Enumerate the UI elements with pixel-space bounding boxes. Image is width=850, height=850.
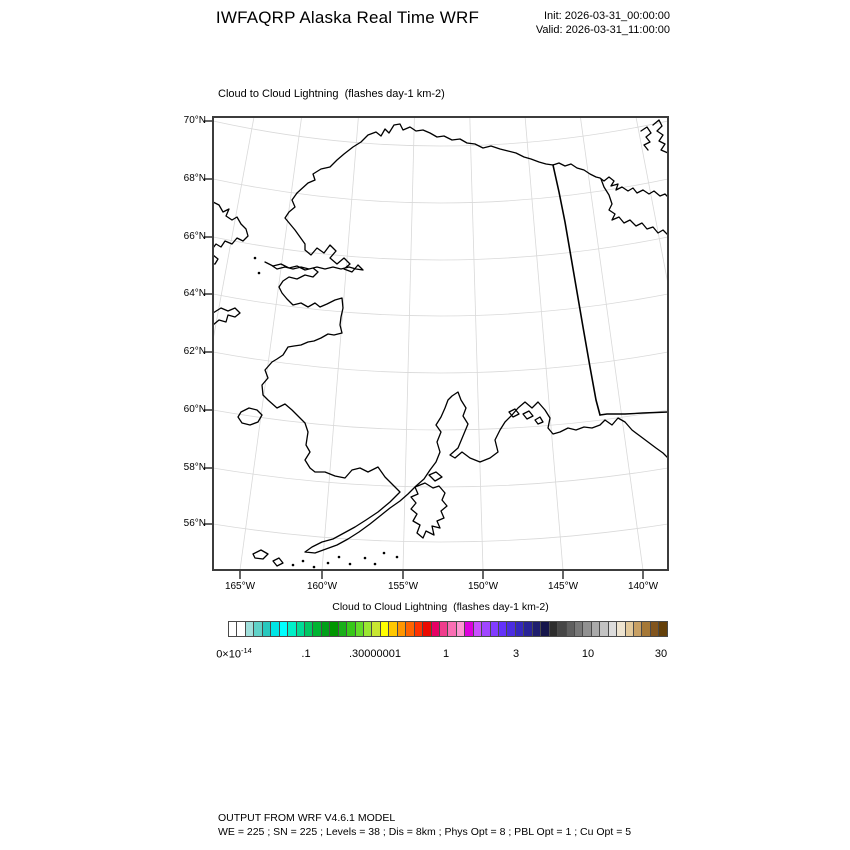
page-title: IWFAQRP Alaska Real Time WRF xyxy=(215,8,480,27)
colorbar-cell xyxy=(583,622,591,636)
init-time: Init: 2026-03-31_00:00:00 xyxy=(544,10,670,22)
colorbar-cell xyxy=(482,622,490,636)
colorbar-cell xyxy=(575,622,583,636)
lon-tick-label: 145°W xyxy=(547,581,579,592)
colorbar-tick-label: 3 xyxy=(512,648,520,660)
colorbar-cell xyxy=(659,622,666,636)
colorbar-cell xyxy=(550,622,558,636)
lat-tick-label: 68°N xyxy=(183,173,206,184)
lat-tick-label: 62°N xyxy=(183,346,206,357)
colorbar-cell xyxy=(626,622,634,636)
model-info-line1: OUTPUT FROM WRF V4.6.1 MODEL xyxy=(218,812,396,824)
colorbar-cell xyxy=(280,622,288,636)
colorbar-cell xyxy=(347,622,355,636)
colorbar-cell xyxy=(305,622,313,636)
delta-channel xyxy=(641,127,651,150)
colorbar-tick-label: .1 xyxy=(301,648,311,660)
colorbar-cell xyxy=(592,622,600,636)
colorbar-cell xyxy=(398,622,406,636)
colorbar-cell xyxy=(499,622,507,636)
colorbar-cell xyxy=(600,622,608,636)
colorbar-tick-label: 30 xyxy=(654,648,668,660)
lon-tick-label: 150°W xyxy=(467,581,499,592)
pws-island-2 xyxy=(523,411,533,419)
colorbar-cell xyxy=(533,622,541,636)
colorbar-cell xyxy=(609,622,617,636)
colorbar-tick-label: 10 xyxy=(581,648,595,660)
colorbar-cell xyxy=(372,622,380,636)
coastlines xyxy=(213,120,668,568)
colorbar-zero-base: 0×10 xyxy=(216,648,241,661)
colorbar-cell xyxy=(516,622,524,636)
colorbar-cell xyxy=(448,622,456,636)
colorbar-cell xyxy=(491,622,499,636)
colorbar-cell xyxy=(651,622,659,636)
nunivak-island xyxy=(238,408,262,425)
colorbar-cell xyxy=(330,622,338,636)
colorbar-cell xyxy=(339,622,347,636)
lat-tick-label: 70°N xyxy=(183,115,206,126)
colorbar-cell xyxy=(465,622,473,636)
lon-tick-label: 165°W xyxy=(224,581,256,592)
colorbar-cell xyxy=(634,622,642,636)
border-141w xyxy=(553,165,600,415)
valid-time: Valid: 2026-03-31_11:00:00 xyxy=(535,24,670,36)
border-southeast xyxy=(600,412,668,415)
model-info-line2: WE = 225 ; SN = 225 ; Levels = 38 ; Dis = 8km ; Phys Opt = 8 ; PBL Opt = 1 ; Cu Opt = 5 xyxy=(218,825,632,838)
colorbar-cell xyxy=(263,622,271,636)
colorbar-cell xyxy=(389,622,397,636)
colorbar-cell xyxy=(406,622,414,636)
map-subtitle: Cloud to Cloud Lightning (flashes day-1 km-2) xyxy=(218,88,445,100)
colorbar-cell xyxy=(567,622,575,636)
map-border xyxy=(213,117,668,570)
colorbar-cell xyxy=(541,622,549,636)
colorbar-cell xyxy=(246,622,254,636)
lat-tick-label: 66°N xyxy=(183,231,206,242)
colorbar-cell xyxy=(288,622,296,636)
colorbar-tick-label: .30000001 xyxy=(349,648,401,660)
colorbar-cell xyxy=(415,622,423,636)
aleutian-blob-2 xyxy=(273,558,283,566)
alaska-map-canvas xyxy=(195,105,695,585)
colorbar-cell xyxy=(617,622,625,636)
colorbar-cell xyxy=(237,622,245,636)
colorbar-zero-exponent: -14 xyxy=(240,646,252,655)
model-info xyxy=(218,812,631,839)
lat-tick-label: 64°N xyxy=(183,288,206,299)
aleutian-blob-1 xyxy=(253,550,268,559)
colorbar-cell xyxy=(423,622,431,636)
colorbar-cell xyxy=(381,622,389,636)
afognak-island xyxy=(429,472,442,481)
colorbar-cell xyxy=(364,622,372,636)
colorbar-tick-label: 1 xyxy=(442,648,450,660)
run-times xyxy=(536,9,670,37)
colorbar-cell xyxy=(229,622,237,636)
colorbar-cell xyxy=(524,622,532,636)
colorbar xyxy=(228,621,668,637)
chukotka-coast xyxy=(213,202,248,248)
lat-tick-label: 60°N xyxy=(183,404,206,415)
lon-tick-label: 160°W xyxy=(306,581,338,592)
colorbar-cell xyxy=(507,622,515,636)
pws-island-3 xyxy=(535,417,543,424)
lat-tick-label: 56°N xyxy=(183,518,206,529)
colorbar-cell xyxy=(271,622,279,636)
colorbar-cell xyxy=(440,622,448,636)
colorbar-cell xyxy=(457,622,465,636)
colorbar-cell xyxy=(642,622,650,636)
colorbar-cell xyxy=(322,622,330,636)
colorbar-cell xyxy=(432,622,440,636)
lat-tick-label: 58°N xyxy=(183,462,206,473)
colorbar-cell xyxy=(558,622,566,636)
colorbar-cell xyxy=(356,622,364,636)
colorbar-label-zero xyxy=(216,646,252,661)
kodiak-island xyxy=(411,483,447,538)
mackenzie-delta xyxy=(653,120,668,153)
colorbar-cell xyxy=(297,622,305,636)
colorbar-cell xyxy=(254,622,262,636)
colorbar-cell xyxy=(474,622,482,636)
canada-river xyxy=(601,179,668,235)
colorbar-cell xyxy=(313,622,321,636)
colorbar-title: Cloud to Cloud Lightning (flashes day-1 km-2) xyxy=(332,601,549,613)
lon-tick-label: 155°W xyxy=(387,581,419,592)
graticule xyxy=(213,117,668,570)
lon-tick-label: 140°W xyxy=(627,581,659,592)
